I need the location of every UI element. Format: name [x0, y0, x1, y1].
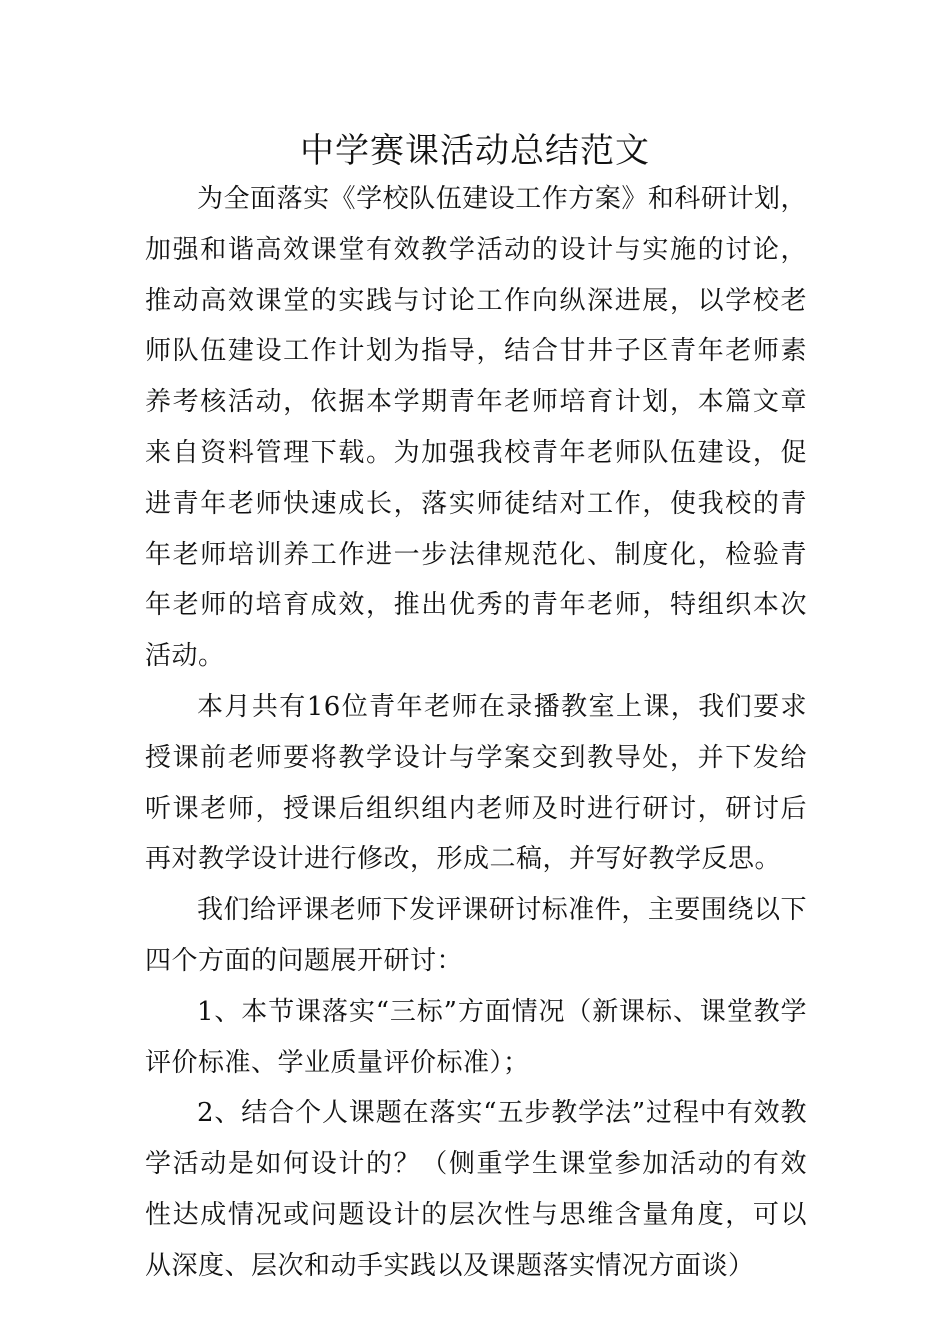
paragraph-lessons: 本月共有16位青年老师在录播教室上课，我们要求授课前老师要将教学设计与学案交到教导处，并下发给听课老师，授课后组织组内老师及时进行研讨，研讨后再对教学设计进行修改，形成二稿，并写好教学反思。 — [145, 691, 807, 875]
paragraph-item-1: 1、本节课落实“三标”方面情况（新课标、课堂教学评价标准、学业质量评价标准）； — [145, 996, 807, 1078]
paragraph-item-2: 2、结合个人课题在落实“五步教学法”过程中有效教学活动是如何设计的？（侧重学生课堂参加活动的有效性达成情况或问题设计的层次性与思维含量角度，可以从深度、层次和动手实践以及课题落实情况方面谈） — [145, 1098, 807, 1281]
document-body — [145, 174, 807, 1292]
document-title: 中学赛课活动总结范文 — [300, 131, 650, 171]
paragraph-intro: 为全面落实《学校队伍建设工作方案》和科研计划，加强和谐高效课堂有效教学活动的设计与实施的讨论，推动高效课堂的实践与讨论工作向纵深进展，以学校老师队伍建设工作计划为指导，结合甘井子区青年老师素养考核活动，依据本学期青年老师培育计划，本篇文章来自资料管理下载。为加强我校青年老师队伍建设，促进青年老师快速成长，落实师徒结对工作，使我校的青年老师培训养工作进一步法律规范化、制度化，检验青年老师的培育成效，推出优秀的青年老师，特组织本次活动。 — [145, 184, 807, 672]
paragraph-evaluation: 我们给评课老师下发评课研讨标准件，主要围绕以下四个方面的问题展开研讨： — [145, 895, 807, 976]
